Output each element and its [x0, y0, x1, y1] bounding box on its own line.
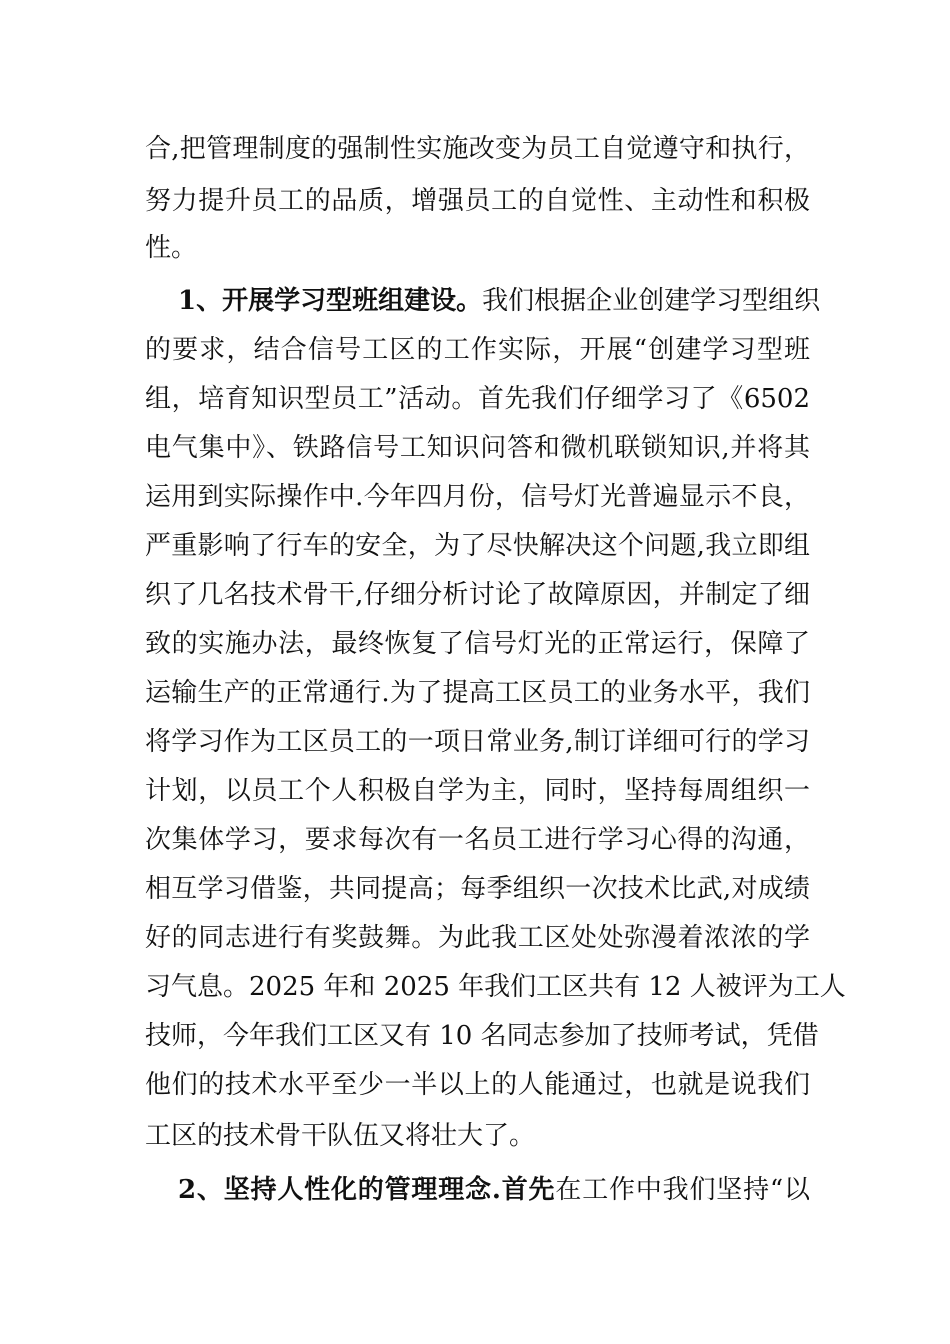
text-line: 他们的技术水平至少一半以上的人能通过，也就是说我们: [145, 1070, 810, 1100]
text-line: 严重影响了行车的安全，为了尽快解决这个问题,我立即组: [145, 531, 810, 561]
text-line: 将学习作为工区员工的一项日常业务,制订详细可行的学习: [145, 727, 810, 757]
text-line: 相互学习借鉴，共同提高；每季组织一次技术比武,对成绩: [145, 874, 810, 904]
heading-2: 2、坚持人性化的管理理念.首先: [178, 1175, 556, 1205]
text-line: 组，培育知识型员工”活动。首先我们仔细学习了《6502: [145, 384, 810, 414]
text-line: 织了几名技术骨干,仔细分析讨论了故障原因，并制定了细: [145, 580, 810, 610]
text-line: 技师，今年我们工区又有 10 名同志参加了技师考试，凭借: [145, 1021, 819, 1051]
text-line: 次集体学习，要求每次有一名员工进行学习心得的沟通，: [145, 825, 810, 855]
text-line: 的要求，结合信号工区的工作实际，开展“创建学习型班: [145, 335, 810, 365]
text-line: 致的实施办法，最终恢复了信号灯光的正常运行，保障了: [145, 629, 810, 659]
text-line: 性。: [145, 233, 198, 263]
text-line: 电气集中》、铁路信号工知识问答和微机联锁知识,并将其: [145, 433, 810, 463]
text-line: 努力提升员工的品质，增强员工的自觉性、主动性和积极: [145, 186, 810, 216]
text-line: 计划，以员工个人积极自学为主，同时，坚持每周组织一: [145, 776, 810, 806]
text-line: 运输生产的正常通行.为了提高工区员工的业务水平，我们: [145, 678, 810, 708]
text-line: 工区的技术骨干队伍又将壮大了。: [145, 1121, 536, 1151]
text-line: 运用到实际操作中.今年四月份，信号灯光普遍显示不良，: [145, 482, 810, 512]
text-line: 习气息。2025 年和 2025 年我们工区共有 12 人被评为工人: [145, 972, 846, 1002]
text-line: 合,把管理制度的强制性实施改变为员工自觉遵守和执行，: [145, 134, 810, 164]
text-line: 好的同志进行有奖鼓舞。为此我工区处处弥漫着浓浓的学: [145, 923, 810, 953]
heading-1: 1、开展学习型班组建设。: [178, 286, 483, 316]
text-segment: 在工作中我们坚持“以: [555, 1175, 810, 1205]
paragraph-1-first-line: [178, 281, 821, 321]
paragraph-2-first-line: [178, 1170, 810, 1210]
text-segment: 我们根据企业创建学习型组织: [482, 286, 821, 316]
